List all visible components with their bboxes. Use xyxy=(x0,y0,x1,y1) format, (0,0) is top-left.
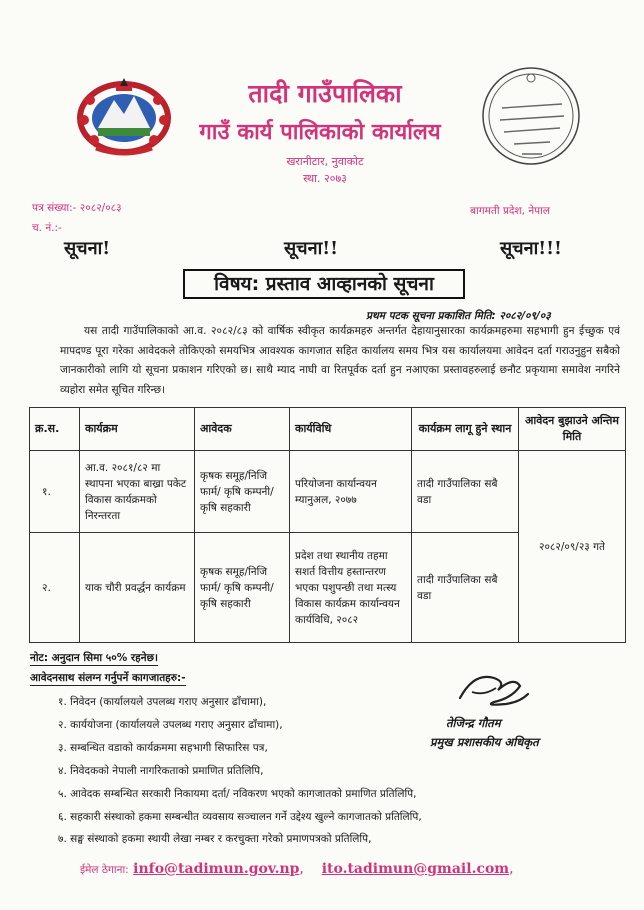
established-year: स्था. २०७३ xyxy=(303,172,347,185)
col-header-location: कार्यक्रम लागू हुने स्थान xyxy=(412,408,519,451)
col-header-program: कार्यक्रम xyxy=(80,408,195,451)
cell-applicant: कृषक समूह/निजि फार्म/ कृषि कम्पनी/ कृषि सहकारी xyxy=(195,451,290,533)
subsidy-note: नोट: अनुदान सिमा ५०% रहनेछ। xyxy=(30,652,158,664)
document-item: ५. आवेदक सम्बन्धित सरकारी निकायमा दर्ता/ नविकरण भएको कागजातको प्रमाणित प्रतिलिपि, xyxy=(58,788,417,800)
cell-procedure: प्रदेश तथा स्थानीय तहमा सशर्त वित्तीय हस्तान्तरण भएका पशुपन्छी तथा मत्स्य विकास कार्यक्रम कार्यान्वयन कार्यविधि, २०८२ xyxy=(290,533,412,643)
notice-heading-2: सूचना!! xyxy=(284,238,339,259)
office-name: गाउँ कार्य पालिकाको कार्यालय xyxy=(199,120,441,145)
municipality-name: तादी गाउँपालिका xyxy=(248,79,402,108)
cell-sn: १. xyxy=(30,451,80,533)
notice-heading-1: सूचना! xyxy=(64,238,111,259)
letter-number: पत्र संख्या:- २०८२/०८३ xyxy=(32,202,122,214)
cell-program: याक चौरी प्रवर्द्धन कार्यक्रम xyxy=(80,533,195,643)
office-seal-stamp xyxy=(476,64,586,168)
handwritten-signature xyxy=(454,668,534,712)
subject-box: विषय: प्रस्ताव आव्हानको सूचना xyxy=(183,269,465,299)
document-item: ६. सहकारी संस्थाको हकमा सम्बन्धीत व्यवसाय सञ्चालन गर्ने उद्देश्य खुल्ने कागजातको प्रतिलिपि, xyxy=(58,811,422,823)
cell-location: तादी गाउँपालिका सबै वडा xyxy=(412,451,519,533)
document-item: ४. निवेदकको नेपाली नागरिकताको प्रमाणित प्रतिलिपि, xyxy=(58,765,264,777)
signatory-name: तेजिन्द्र गौतम xyxy=(446,716,501,730)
col-header-applicant: आवेदक xyxy=(195,408,290,451)
publish-date: प्रथम पटक सूचना प्रकाशित मिति: २०८२/०९/०३ xyxy=(366,310,551,322)
documents-heading: आवेदनसाथ संलग्न गर्नुपर्ने कागजातहरु:- xyxy=(30,672,186,684)
email-footer: ईमेल ठेगाना: info@tadimun.gov.np, ito.tadimun@gmail.com, xyxy=(80,861,514,877)
document-item: २. कार्ययोजना (कार्यालयले उपलब्ध गराए अनुसार ढाँचामा), xyxy=(58,719,283,731)
nepal-emblem-logo xyxy=(76,78,172,156)
cell-deadline: २०८२/०९/२३ गते xyxy=(519,451,626,643)
col-header-sn: क्र.स. xyxy=(30,408,80,451)
table-header-row xyxy=(30,408,626,451)
document-item: १. निवेदन (कार्यालयले उपलब्ध गराए अनुसार ढाँचामा), xyxy=(58,696,267,708)
signatory-title: प्रमुख प्रशासकीय अधिकृत xyxy=(430,735,539,749)
office-address: खरानीटार, नुवाकोट xyxy=(286,155,364,168)
dispatch-number: च. नं.:- xyxy=(32,222,62,234)
col-header-procedure: कार्यविधि xyxy=(290,408,412,451)
table-row xyxy=(30,451,626,533)
email-link-ito[interactable]: ito.tadimun@gmail.com xyxy=(321,861,510,877)
cell-location: तादी गाउँपालिका सबै वडा xyxy=(412,533,519,643)
document-item: ७. सङ्घ संस्थाको हकमा स्थायी लेखा नम्बर र करचुक्ता गरेको प्रमाणपत्रको प्रतिलिपि, xyxy=(58,833,372,845)
notice-heading-3: सूचना!!! xyxy=(500,238,562,259)
province-label: बागमती प्रदेश, नेपाल xyxy=(470,205,550,217)
cell-program: आ.व. २०८१/८२ मा स्थापना भएका बाख्रा पकेट विकास कार्यक्रमको निरन्तरता xyxy=(80,451,195,533)
program-table xyxy=(29,407,626,643)
notice-body: यस तादी गाउँपालिकाको आ.व. २०८२/८३ को वार्षिक स्वीकृत कार्यक्रमहरु अन्तर्गत देहायानुसारका कार्यक्रमहरुमा सहभागी हुन ईच्छुक एवं मापदण्ड पूरा गरेका आवेदकले तोकिएको समयभित्र आवश्यक कागजात सहित कार्यालय समय भित्र यस कार्यालयमा आवेदन दर्ता गराउनुहुन सबैको जानकारीको लागि यो सूचना प्रकाशन गरिएको छ। साथै म्याद नाघी वा रितपूर्वक दर्ता हुन नआएका प्रस्तावहरुलाई छनौट प्रकृयामा समावेश नगरिने व्यहोरा समेत सूचित गरिन्छ। xyxy=(60,325,620,396)
cell-procedure: परियोजना कार्यान्वयन म्यानुअल, २०७७ xyxy=(290,451,412,533)
email-link-info[interactable]: info@tadimun.gov.np xyxy=(133,861,300,877)
email-label: ईमेल ठेगाना: xyxy=(80,864,129,876)
cell-applicant: कृषक समूह/निजि फार्म/ कृषि कम्पनी/ कृषि सहकारी xyxy=(195,533,290,643)
col-header-deadline: आवेदन बुझाउने अन्तिम मिति xyxy=(519,408,626,451)
cell-sn: २. xyxy=(30,533,80,643)
document-item: ३. सम्बन्धित वडाको कार्यक्रममा सहभागी सिफारिस पत्र, xyxy=(58,742,268,754)
